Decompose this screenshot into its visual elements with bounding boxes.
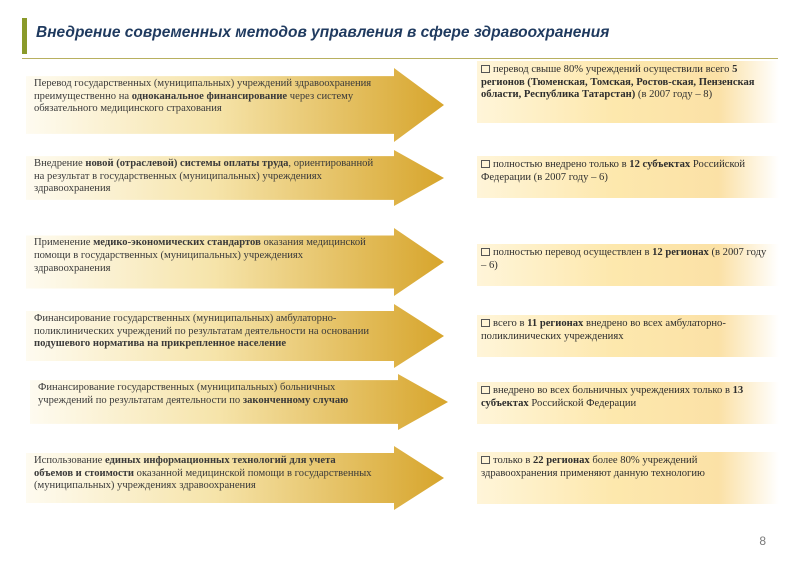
emphasis-text: 13 субъектах — [481, 385, 744, 409]
text-run: более 80% учреждений здравоохранения применяют данную технологию — [481, 455, 705, 479]
method-arrow — [26, 68, 444, 142]
result-box — [477, 61, 779, 123]
checkbox-icon — [481, 386, 490, 394]
method-arrow — [26, 150, 444, 206]
emphasis-text: 12 регионах — [652, 247, 709, 258]
text-run: Применение — [34, 237, 94, 249]
text-run: , ориентированной на результат в государственных (муниципальных) учреждениях здравоохранения — [34, 158, 374, 195]
result-box — [477, 382, 779, 424]
result-box — [477, 156, 779, 198]
checkbox-icon — [481, 456, 490, 464]
checkbox-icon — [481, 248, 490, 256]
method-arrow — [26, 446, 444, 510]
text-run: Внедрение — [34, 158, 86, 170]
method-text — [34, 313, 374, 351]
text-run: через систему обязательного медицинского страхования — [34, 90, 354, 115]
emphasis-text: одноканальное финансирование — [131, 90, 288, 102]
method-text — [34, 78, 374, 116]
method-text — [34, 455, 374, 493]
text-run: всего в — [493, 318, 528, 329]
result-box — [477, 315, 779, 357]
title-accent-bar — [22, 18, 27, 54]
result-text — [481, 247, 773, 272]
text-run: Финансирование государственных (муниципальных) больничных учреждений по результатам деятельности по — [38, 382, 336, 406]
emphasis-text: новой (отраслевой) системы оплаты труда — [85, 158, 289, 170]
title-area — [22, 18, 778, 54]
page-number: 8 — [759, 534, 766, 548]
emphasis-text: 12 субъектах — [629, 159, 691, 170]
text-run: Российской Федерации — [528, 397, 637, 409]
result-text — [481, 159, 773, 184]
method-arrow — [30, 374, 448, 430]
method-text — [34, 237, 374, 275]
text-run: только в — [493, 455, 533, 466]
result-text — [481, 318, 773, 343]
result-text — [481, 385, 773, 410]
text-run: полностью перевод осуществлен в — [493, 247, 653, 258]
text-run: внедрено во всех больничных учреждениях только в — [493, 385, 733, 396]
text-run: Перевод государственных (муниципальных) учреждений здравоохранения преимущественно на — [34, 78, 372, 102]
method-arrow — [26, 228, 444, 296]
emphasis-text: законченному случаю — [242, 394, 349, 406]
result-box — [477, 452, 779, 504]
checkbox-icon — [481, 160, 490, 168]
text-run: оказания медицинской помощи в государственных (муниципальных) учреждениях здравоохранения — [34, 237, 366, 274]
title-underline — [22, 58, 778, 59]
text-run: (в 2007 году – 6) — [481, 247, 767, 271]
emphasis-text: 11 регионах — [527, 318, 584, 329]
checkbox-icon — [481, 319, 490, 327]
text-run: Финансирование государственных (муниципальных) амбулаторно-поликлинических учреждений по результатам деятельности на основании — [34, 313, 370, 337]
text-run: оказанной медицинской помощи в государственных (муниципальных) учреждениях здравоохранения — [34, 467, 372, 492]
method-text — [34, 158, 374, 196]
emphasis-text: единых информационных технологий для учета объемов и стоимости — [34, 455, 336, 479]
emphasis-text: 5 регионов (Тюменская, Томская, Ростов-ская, Пензенская области, Республика Татарстан) — [481, 64, 755, 101]
result-box — [477, 244, 779, 286]
emphasis-text: медико-экономических стандартов — [93, 237, 261, 249]
text-run: внедрено во всех амбулаторно-поликлинических учреждениях — [481, 318, 726, 342]
checkbox-icon — [481, 65, 490, 73]
result-text — [481, 455, 773, 480]
method-text — [38, 382, 378, 407]
method-arrow — [26, 304, 444, 368]
text-run: Использование — [34, 455, 105, 467]
text-run: Российской Федерации (в 2007 году – 6) — [481, 159, 746, 183]
emphasis-text: подушевого норматива на прикрепленное население — [34, 338, 287, 350]
text-run: (в 2007 году – 8) — [635, 89, 713, 101]
result-text — [481, 64, 773, 102]
text-run: полностью внедрено только в — [493, 159, 630, 170]
emphasis-text: 22 регионах — [532, 455, 590, 466]
page-title: Внедрение современных методов управления в сфере здравоохранения — [36, 24, 610, 41]
text-run: перевод свыше 80% учреждений осуществили всего — [493, 64, 733, 75]
